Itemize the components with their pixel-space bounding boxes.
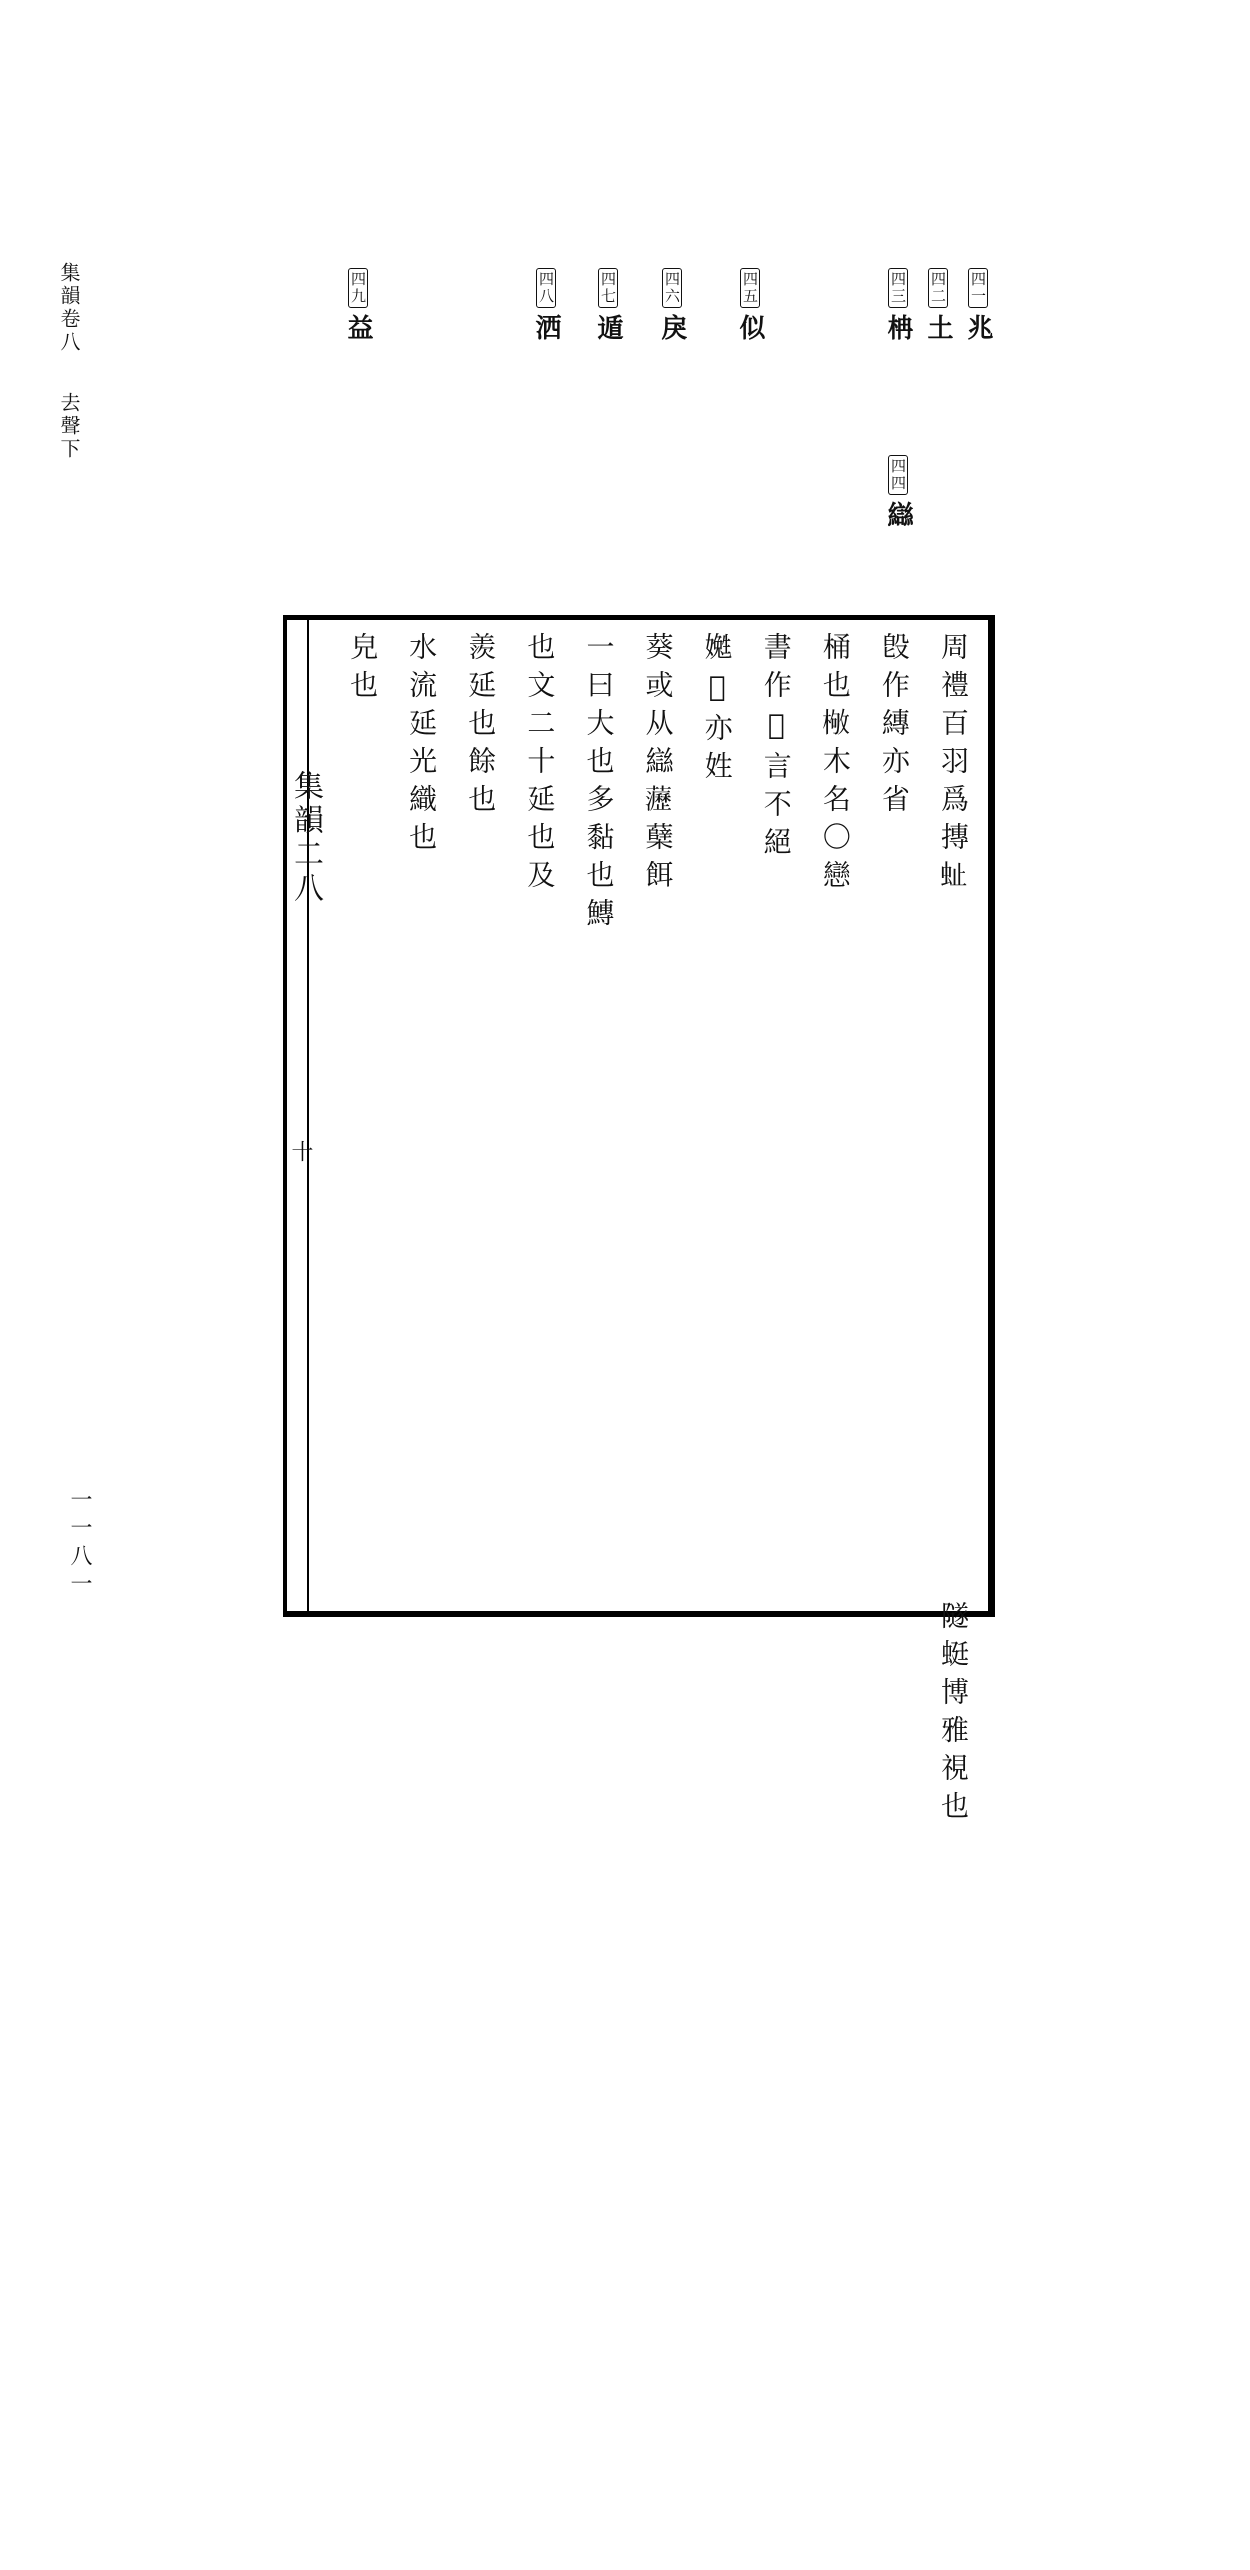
text-column: 𣪘作縳亦省 xyxy=(877,632,911,822)
annotation-char: 益 xyxy=(343,314,373,342)
annotation-number: 四一 xyxy=(968,268,988,308)
frame-side-mark-2: 十 xyxy=(288,1140,313,1162)
frame-inner-border xyxy=(307,620,309,1611)
text-column: 嬔𥪡亦姓 xyxy=(700,632,734,789)
annotation-41 xyxy=(960,268,997,342)
text-column: 葵或从䜌𧄻蘖餌 xyxy=(641,632,675,898)
annotation-42 xyxy=(920,268,957,342)
text-column: 皃也 xyxy=(346,632,380,708)
annotation-number: 四三 xyxy=(888,268,908,308)
annotation-47 xyxy=(590,268,627,342)
annotation-44 xyxy=(880,455,917,529)
frame-side-mark: 集韻二八 xyxy=(288,770,323,906)
annotation-char: 洒 xyxy=(531,314,561,342)
annotation-char: 遁 xyxy=(593,314,623,342)
annotation-number: 四五 xyxy=(740,268,760,308)
annotation-43 xyxy=(880,268,917,342)
annotation-char: 兆 xyxy=(963,314,993,342)
annotation-49 xyxy=(340,268,377,342)
text-column: 也文二十延也及 xyxy=(523,632,557,898)
annotation-number: 四七 xyxy=(598,268,618,308)
text-column: 一曰大也多黏也鱄 xyxy=(582,632,616,936)
text-column: 隧蜓博雅視也 xyxy=(937,1601,970,1829)
annotation-number: 四八 xyxy=(536,268,556,308)
annotation-char: 戾 xyxy=(657,314,687,342)
annotation-number: 四九 xyxy=(348,268,368,308)
annotation-48 xyxy=(528,268,565,342)
book-title: 集韻卷八 xyxy=(57,262,81,354)
annotation-number: 四六 xyxy=(662,268,682,308)
text-column: 桶也𣕌木名〇戀 xyxy=(818,632,852,898)
text-columns xyxy=(333,632,980,1829)
annotation-char: 土 xyxy=(923,314,953,342)
annotation-char: 柟 xyxy=(883,314,913,342)
annotation-number: 四四 xyxy=(888,455,908,495)
annotation-45 xyxy=(732,268,769,342)
text-column: 書作𦆤言不絕 xyxy=(759,632,793,865)
annotation-char: 似 xyxy=(735,314,765,342)
margin-title xyxy=(55,262,84,354)
text-column: 羨延也餘也 xyxy=(464,632,498,822)
annotation-number: 四二 xyxy=(928,268,948,308)
section-title: 去聲下 xyxy=(57,392,81,461)
annotation-char: 䜌 xyxy=(883,501,913,529)
text-column: 周禮百羽爲摶𧉀 xyxy=(937,632,970,898)
text-column: 水流延光織也 xyxy=(405,632,439,860)
annotation-46 xyxy=(654,268,691,342)
woodblock-frame xyxy=(283,615,995,1829)
page-number: 一一八一 xyxy=(67,1488,92,1600)
